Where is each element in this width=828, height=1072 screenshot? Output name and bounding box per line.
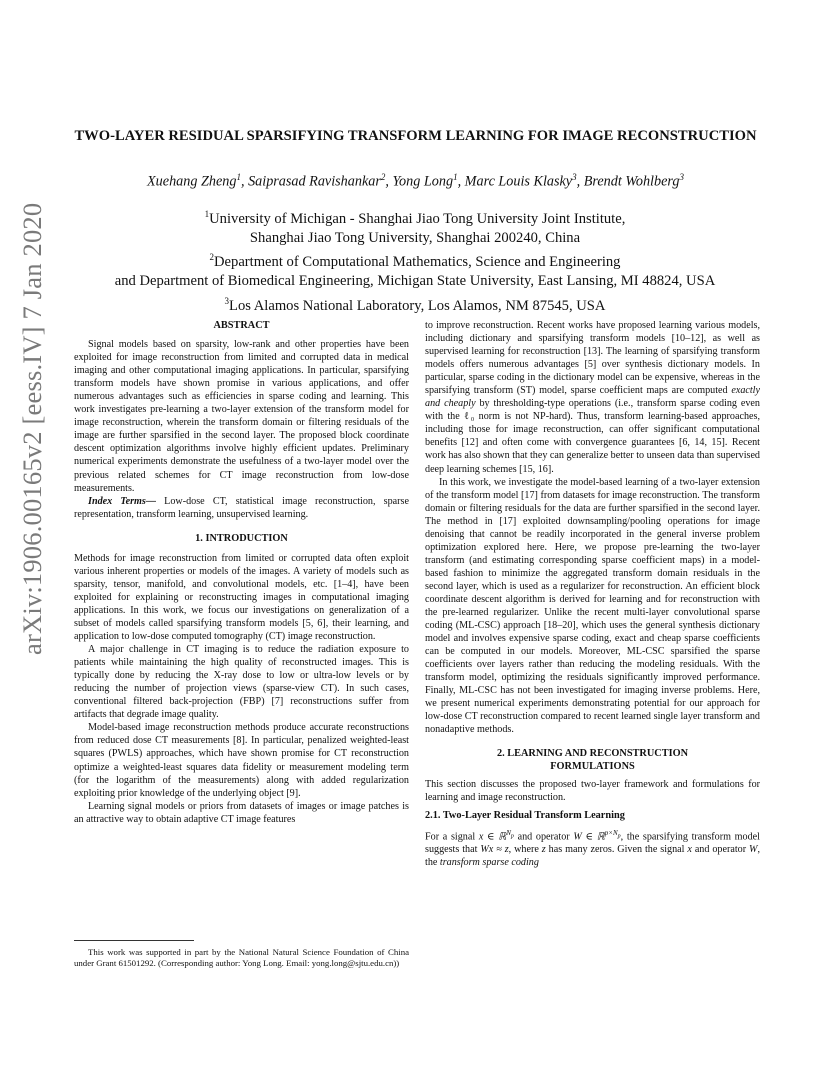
math: p — [510, 833, 514, 840]
text: , the — [425, 844, 760, 869]
text: , the sparsifying transform model suggests that — [425, 831, 760, 856]
affiliations — [40, 205, 790, 316]
affiliation-mark: 1 — [204, 209, 210, 219]
affiliation-mark: 2 — [380, 172, 386, 182]
affiliation-text: Department of Computational Mathematics, Science and Engineering — [214, 254, 621, 271]
intro-heading: 1. INTRODUCTION — [195, 532, 288, 544]
author: Xuehang Zheng — [147, 173, 237, 190]
intro-paragraph: Methods for image reconstruction from limited or corrupted data often exploit various inherent properties or models of the images. A variety of models such as sparsity, tensor, manifold, and convolutional models, etc. [1–4], have been exploited for explaining or reconstructing images in computational imaging applications. In this work, we focus our investigations on generalization of a subset of models called sparsifying transform models [5, 6], their learning, and application to low-dose computed tomography (CT) image reconstruction. — [74, 552, 409, 643]
text: For a signal — [425, 831, 479, 843]
emphasis-text: transform sparse coding — [439, 857, 539, 869]
math: W ∈ ℝ — [573, 831, 605, 843]
text: has many zeros. Given the signal — [545, 844, 688, 856]
paper-title: TWO-LAYER RESIDUAL SPARSIFYING TRANSFORM LEARNING FOR IMAGE RECONSTRUCTION — [74, 128, 757, 144]
index-terms-text: Low-dose CT, statistical image reconstruction, sparse representation, transform learning, unsupervised learning. — [74, 495, 409, 520]
affiliation-2 — [40, 248, 790, 272]
text: and operator — [691, 844, 750, 856]
section2-intro: This section discusses the proposed two-layer framework and formulations for learning and image reconstruction. — [425, 778, 760, 803]
paragraph-text: to improve reconstruction. Recent works have proposed learning various models, including dictionary and sparsifying transform models [10–12], as well as supervised learning for reconstruction [13]. The learning of sparsifying transform models offers numerous advantages [5] over synthesis dictionary models. In particular, sparse coding in the dictionary model can be expensive, whereas in the sparsifying transform (ST) model, sparse coefficient maps are computed — [425, 320, 760, 397]
affiliation-3 — [40, 292, 790, 316]
author: Yong Long — [392, 173, 454, 190]
math: z — [541, 844, 546, 856]
intro-paragraph-continued — [425, 319, 760, 476]
intro-paragraph: In this work, we investigate the model-based learning of a two-layer extension of the transform model [17] from datasets for image reconstruction. The transform domain or filtering residuals for the data are further sparsified in the second layer. The method in [17] exploited downsampling/pooling operations for image denoising that cannot be readily incorporated in the general inverse problem optimization explored here. Here, we propose pre-learning the two-layer transform (and estimating corresponding sparse coefficient maps) in a model-based fashion to minimize the aggregated transform domain residuals in the second layer, which is used as a regularizer for reconstruction. An efficient block coordinate descent algorithm is derived for learning and for reconstruction with the pre-learned regularizer. Unlike the recent multi-layer convolutional sparse coding (ML-CSC) approach [18–20], which uses the general synthesis dictionary model and involves expensive sparse coding, exact and cheap sparse coefficients can be computed in our models. Moreover, ML-CSC sparsified the sparse coefficients over layers rather than reducing the modeling residuals. With the transform model, optimizing the residuals significantly improved performance. Finally, ML-CSC has not been investigated for imaging inverse problems. Here, we present numerical experiments demonstrating potential for our approach for low-dose CT reconstruction compared to recent learned single layer transform and nonadaptive methods. — [425, 476, 760, 736]
heading-line: 2. LEARNING AND RECONSTRUCTION — [496, 747, 689, 759]
math: Wx ≈ z — [480, 844, 509, 856]
affiliation-1 — [40, 205, 790, 229]
math: W — [749, 844, 758, 856]
emphasis-text: exactly and cheaply — [425, 385, 760, 410]
section2-heading — [425, 747, 760, 773]
affiliation-mark: 1 — [453, 172, 458, 182]
author: Marc Louis Klasky — [464, 173, 573, 190]
affiliation-mark: 3 — [679, 172, 684, 182]
math: x ∈ ℝ — [478, 831, 507, 843]
right-column — [425, 319, 760, 869]
abstract-text: Signal models based on sparsity, low-rank and other properties have been exploited for image reconstruction from limited and corrupted data in medical imaging and other computational imaging applications. In particular, sparsifying transform models have shown promise in various applications, and offer numerous advantages such as efficiencies in sparse coding and learning. This work investigates pre-learning a two-layer extension of the transform model for image reconstruction, wherein the transform domain or filtering residuals of the image are further sparsified in the second layer. The proposed block coordinate descent optimization algorithms involve highly efficient updates. Preliminary numerical experiments demonstrate the usefulness of a two-layer model over the previous related schemes for CT image reconstruction from low-dose measurements. — [74, 339, 409, 494]
affiliation-text: University of Michigan - Shanghai Jiao Tong University Joint Institute, — [209, 210, 626, 227]
section2-paragraph — [425, 827, 760, 870]
footnote-rule — [74, 940, 194, 941]
author: Saiprasad Ravishankar — [248, 173, 381, 190]
affiliation-mark: 3 — [572, 172, 577, 182]
affiliation-mark: 2 — [209, 252, 214, 263]
arxiv-identifier: arXiv:1906.00165v2 [eess.IV] 7 Jan 2020 — [17, 202, 47, 655]
affiliation-mark: 3 — [224, 295, 230, 306]
left-column — [74, 319, 409, 826]
intro-paragraph: A major challenge in CT imaging is to reduce the radiation exposure to patients while maintaining the high quality of reconstructed images. This is typically done by reducing the X-ray dose to low or ultra-low levels or by reducing the number of projection views (sparse-view CT). In such cases, conventional filtered back-projection (FBP) [7] reconstructions suffer from artifacts that degrade image quality. — [74, 644, 409, 721]
math: N — [506, 828, 511, 837]
affiliation-mark: 1 — [236, 172, 241, 182]
affiliation-1-cont: Shanghai Jiao Tong University, Shanghai 200240, China — [249, 230, 581, 247]
text: and operator — [513, 831, 574, 843]
affiliation-2-cont: and Department of Biomedical Engineering, Michigan State University, East Lansing, MI 48824, USA — [114, 273, 716, 290]
math: p×N — [604, 828, 618, 837]
footnote — [74, 940, 409, 969]
footnote-text: This work was supported in part by the National Natural Science Foundation of China under Grant 61501292. (Corresponding author: Yong Long. Email: yong.long@sjtu.edu.cn)) — [74, 947, 409, 968]
text: , where — [508, 844, 542, 856]
affiliation-text: Los Alamos National Laboratory, Los Alamos, NM 87545, USA — [229, 297, 606, 314]
abstract-heading: ABSTRACT — [213, 320, 270, 331]
math: p — [617, 833, 621, 840]
intro-paragraph: Learning signal models or priors from datasets of images or image patches is an attractive way to obtain adaptive CT image features — [74, 800, 409, 825]
author: Brendt Wohlberg — [583, 173, 680, 190]
heading-line: FORMULATIONS — [550, 760, 635, 772]
author-list: Xuehang Zheng$^1$, Saiprasad Ravishankar$^2$, Yong Long$^1$, Marc Louis Klasky$^3$, Brendt Wohlberg$^3$ — [147, 172, 684, 190]
paragraph-text: by thresholding-type operations (i.e., transform sparse coding even with the ℓ₀ norm is not NP-hard). Thus, transform learning-based approaches, including those for image reconstruction, can offer significant computational benefits [12] and often come with convergence guarantees [6, 14, 15]. Recent work has also shown that they can generalize better to unseen data than supervised deep learning schemes [15, 16]. — [425, 398, 760, 475]
index-terms-label: Index Terms— — [88, 495, 156, 507]
subsection-heading: 2.1. Two-Layer Residual Transform Learning — [425, 809, 625, 821]
math: x — [687, 844, 692, 856]
intro-paragraph: Model-based image reconstruction methods produce accurate reconstructions from reduced dose CT measurements [8]. In particular, penalized weighted-least squares (PWLS) approaches, which have shown promise for CT reconstruction optimize a weighted-least squares data fidelity or measurement modeling term (for the logarithm of the measurements) along with added regularization exploiting prior knowledge of the underlying object [9]. — [74, 722, 409, 799]
index-terms — [74, 495, 409, 521]
